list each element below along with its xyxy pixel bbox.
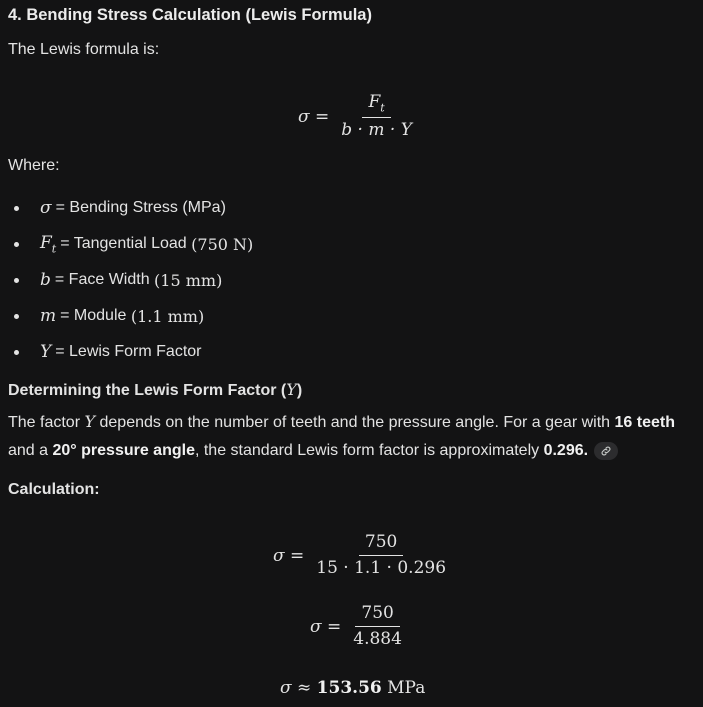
variable-value: (15 mm) bbox=[154, 270, 223, 290]
variable-desc: = Bending Stress (MPa) bbox=[55, 199, 226, 216]
formula-lhs: σ = bbox=[298, 106, 330, 127]
form-factor-paragraph bbox=[8, 408, 700, 465]
list-item bbox=[14, 226, 253, 262]
paragraph-text: , the standard Lewis form factor is approximately bbox=[194, 442, 540, 459]
paragraph-symbol: Y bbox=[84, 412, 96, 431]
step-denominator: 15 · 1.1 · 0.296 bbox=[316, 557, 447, 578]
teeth-count: 16 teeth bbox=[614, 414, 675, 431]
bullet-icon bbox=[14, 206, 19, 211]
variable-list bbox=[14, 190, 253, 370]
bullet-icon bbox=[14, 278, 19, 283]
where-label: Where: bbox=[8, 157, 60, 174]
pressure-angle: 20° pressure angle bbox=[52, 442, 195, 459]
formula-denominator: b · m · Y bbox=[341, 120, 412, 141]
bullet-icon bbox=[14, 242, 19, 247]
variable-symbol bbox=[40, 233, 56, 255]
variable-symbol: Y bbox=[40, 342, 52, 362]
variable-symbol: m bbox=[40, 306, 57, 326]
step-lhs: σ = bbox=[310, 616, 342, 637]
form-factor-heading bbox=[8, 380, 302, 400]
step-numerator: 750 bbox=[355, 604, 399, 627]
form-factor-value: 0.296. bbox=[543, 442, 589, 459]
calc-step-2 bbox=[310, 604, 406, 649]
paragraph-text: depends on the number of teeth and the pressure angle. For a gear with bbox=[99, 414, 611, 431]
result-value: 153.56 bbox=[316, 678, 382, 698]
variable-desc: = Lewis Form Factor bbox=[55, 343, 202, 360]
form-factor-heading-text: Determining the Lewis Form Factor ( bbox=[8, 382, 287, 399]
section-title: 4. Bending Stress Calculation (Lewis Formula) bbox=[8, 6, 372, 24]
paragraph-text: The factor bbox=[8, 414, 81, 431]
step-lhs: σ = bbox=[273, 545, 305, 566]
result-lhs: σ ≈ bbox=[280, 678, 312, 698]
formula-fraction bbox=[337, 93, 416, 141]
lewis-formula bbox=[298, 93, 416, 141]
variable-desc: = Face Width bbox=[54, 271, 150, 288]
result-unit: MPa bbox=[387, 678, 426, 698]
step-denominator: 4.884 bbox=[353, 628, 402, 649]
list-item bbox=[14, 262, 253, 298]
link-icon[interactable] bbox=[594, 442, 618, 460]
variable-desc: = Module bbox=[60, 307, 127, 324]
list-item bbox=[14, 190, 253, 226]
paragraph-text: and a bbox=[8, 442, 49, 459]
form-factor-heading-close: ) bbox=[296, 382, 303, 399]
calc-result bbox=[280, 678, 425, 698]
list-item bbox=[14, 334, 253, 370]
formula-numerator bbox=[362, 93, 390, 118]
form-factor-heading-symbol: Y bbox=[286, 380, 297, 399]
step-fraction bbox=[312, 533, 450, 578]
variable-symbol-base: F bbox=[40, 232, 52, 253]
formula-num-var: F bbox=[368, 92, 381, 112]
variable-value: (750 N) bbox=[191, 234, 254, 254]
calculation-heading: Calculation: bbox=[8, 481, 100, 498]
step-fraction bbox=[349, 604, 406, 649]
variable-symbol-sub: t bbox=[51, 242, 57, 256]
step-numerator: 750 bbox=[359, 533, 403, 556]
list-item bbox=[14, 298, 253, 334]
variable-desc: = Tangential Load bbox=[60, 235, 187, 252]
variable-symbol: b bbox=[40, 270, 51, 290]
bullet-icon bbox=[14, 350, 19, 355]
intro-text: The Lewis formula is: bbox=[8, 41, 160, 58]
formula-num-sub: t bbox=[380, 101, 385, 115]
calc-step-1 bbox=[273, 533, 450, 578]
bullet-icon bbox=[14, 314, 19, 319]
variable-symbol: σ bbox=[40, 198, 52, 218]
variable-value: (1.1 mm) bbox=[130, 306, 205, 326]
